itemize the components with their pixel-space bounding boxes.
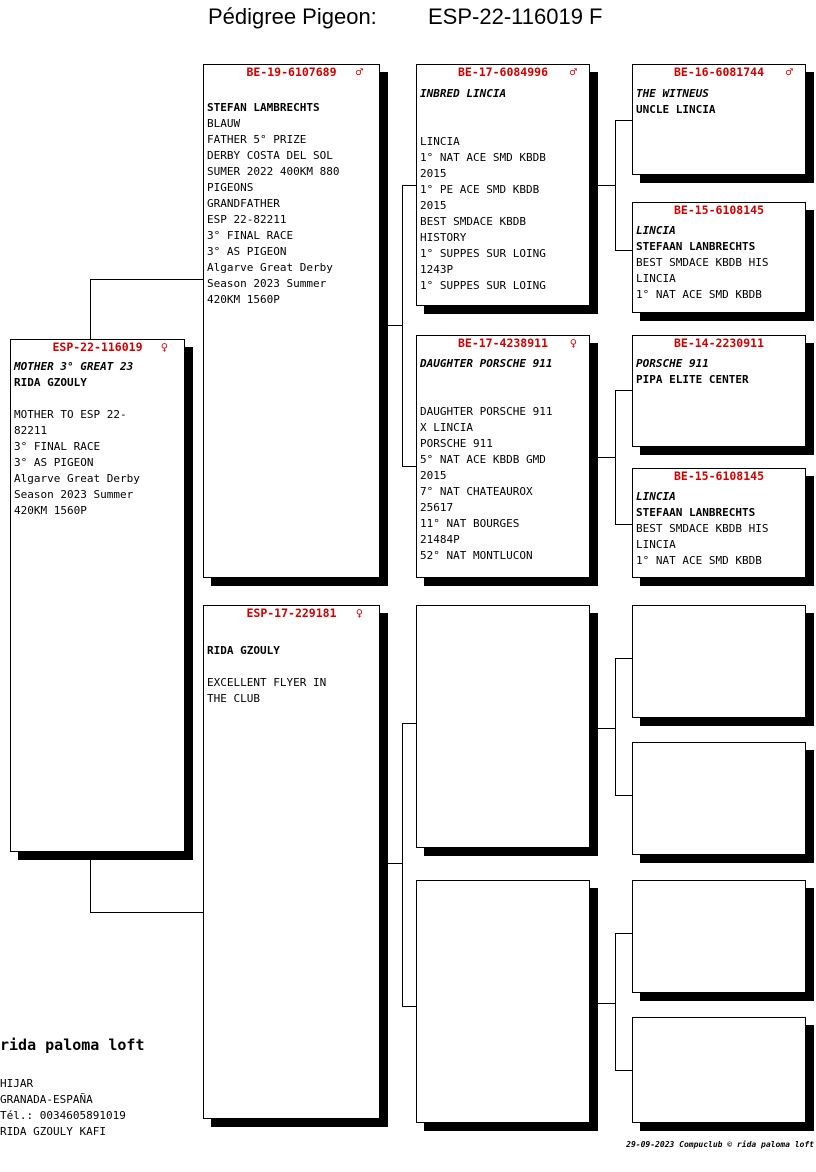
- dam-dam-card[interactable]: [416, 880, 590, 1123]
- subject-ring: ESP-22-116019: [52, 340, 143, 354]
- connector: [615, 933, 616, 1070]
- male-icon: ♂: [785, 65, 793, 79]
- loft-info: [0, 1036, 145, 1140]
- dsd-card[interactable]: [632, 742, 806, 855]
- sds-name: PORSCHE 911: [636, 357, 709, 370]
- connector: [615, 933, 633, 934]
- loft-name: rida paloma loft: [0, 1036, 145, 1054]
- male-icon: ♂: [355, 65, 363, 79]
- connector: [90, 912, 204, 913]
- sds-breeder: PIPA ELITE CENTER: [636, 373, 749, 386]
- dam-sire-card[interactable]: [416, 605, 590, 848]
- subject-notes: MOTHER TO ESP 22- 82211 3° FINAL RACE 3° AS PIGEON Algarve Great Derby Season 2023 Summer 420KM 1560P: [14, 408, 140, 517]
- connector: [90, 852, 91, 912]
- connector: [596, 1003, 615, 1004]
- connector: [615, 120, 633, 121]
- sds-card[interactable]: [632, 335, 806, 447]
- connector: [90, 279, 204, 280]
- sdd-card[interactable]: [632, 468, 806, 578]
- sire-breeder: STEFAN LAMBRECHTS: [207, 101, 320, 114]
- dds-card[interactable]: [632, 880, 806, 993]
- sss-breeder: UNCLE LINCIA: [636, 103, 716, 116]
- sss-ring: BE-16-6081744: [673, 65, 764, 79]
- sdd-name: LINCIA: [636, 490, 676, 503]
- connector: [380, 863, 402, 864]
- ddd-card[interactable]: [632, 1017, 806, 1123]
- connector: [402, 466, 417, 467]
- connector: [615, 390, 616, 524]
- dam-notes: EXCELLENT FLYER IN THE CLUB: [207, 676, 327, 705]
- female-icon: ♀: [355, 606, 363, 620]
- sd-name: DAUGHTER PORSCHE 911: [420, 357, 553, 370]
- ss-notes: LINCIA 1° NAT ACE SMD KBDB 2015 1° PE ACE SMD KBDB 2015 BEST SMDACE KBDB HISTORY 1° SUPPES SUR LOING 1243P 1° SUPPES SUR LOING: [420, 135, 546, 292]
- ssd-breeder: STEFAAN LANBRECHTS: [636, 240, 756, 253]
- connector: [402, 185, 403, 466]
- sd-notes: DAUGHTER PORSCHE 911 X LINCIA PORSCHE 911 5° NAT ACE KBDB GMD 2015 7° NAT CHATEAUROX 25617 11° NAT BOURGES 21484P 52° NAT MONTLUCON: [420, 405, 553, 562]
- female-icon: ♀: [160, 340, 168, 354]
- subject-name: MOTHER 3° GREAT 23: [14, 360, 134, 373]
- connector: [596, 728, 615, 729]
- subject-breeder: RIDA GZOULY: [14, 376, 87, 389]
- sdd-notes: BEST SMDACE KBDB HIS LINCIA 1° NAT ACE SMD KBDB: [636, 522, 769, 567]
- connector: [615, 390, 633, 391]
- dam-ring: ESP-17-229181: [246, 606, 337, 620]
- sdd-breeder: STEFAAN LANBRECHTS: [636, 506, 756, 519]
- dam-card[interactable]: [203, 605, 380, 1119]
- sire-card[interactable]: [203, 64, 380, 578]
- connector: [615, 250, 633, 251]
- connector: [402, 185, 417, 186]
- sire-dam-card[interactable]: [416, 335, 590, 578]
- ssd-notes: BEST SMDACE KBDB HIS LINCIA 1° NAT ACE SMD KBDB: [636, 256, 769, 301]
- connector: [596, 457, 615, 458]
- ssd-card[interactable]: [632, 202, 806, 313]
- sire-notes: BLAUW FATHER 5° PRIZE DERBY COSTA DEL SOL SUMER 2022 400KM 880 PIGEONS GRANDFATHER ESP 22-82211 3° FINAL RACE 3° AS PIGEON Algarve Great Derby Season 2023 Summer 420KM 1560P: [207, 117, 340, 306]
- sire-ring: BE-19-6107689: [246, 65, 337, 79]
- loft-address: HIJAR GRANADA-ESPAÑA Tél.: 0034605891019 RIDA GZOULY KAFI: [0, 1077, 126, 1138]
- male-icon: ♂: [569, 65, 577, 79]
- connector: [615, 1070, 633, 1071]
- sds-ring: BE-14-2230911: [673, 336, 764, 350]
- title-label: Pédigree Pigeon:: [208, 4, 377, 29]
- ssd-ring: BE-15-6108145: [673, 203, 764, 217]
- female-icon: ♀: [569, 336, 577, 350]
- ss-ring: BE-17-6084996: [457, 65, 548, 79]
- connector: [90, 279, 91, 339]
- sire-sire-card[interactable]: [416, 64, 590, 306]
- connector: [380, 325, 402, 326]
- ssd-name: LINCIA: [636, 224, 676, 237]
- subject-card[interactable]: [10, 339, 185, 852]
- dam-breeder: RIDA GZOULY: [207, 644, 280, 657]
- connector: [596, 185, 615, 186]
- connector: [615, 120, 616, 250]
- sd-ring: BE-17-4238911: [457, 336, 548, 350]
- connector: [402, 1006, 417, 1007]
- connector: [615, 524, 633, 525]
- connector: [402, 723, 403, 1006]
- connector: [615, 658, 616, 795]
- dss-card[interactable]: [632, 605, 806, 718]
- footer: 29-09-2023 Compuclub © rida paloma loft: [626, 1140, 814, 1149]
- sss-card[interactable]: [632, 64, 806, 175]
- ss-name: INBRED LINCIA: [420, 87, 507, 100]
- title-ring: ESP-22-116019 F: [428, 4, 603, 29]
- connector: [615, 795, 633, 796]
- sdd-ring: BE-15-6108145: [673, 469, 764, 483]
- sss-name: THE WITNEUS: [636, 87, 709, 100]
- connector: [402, 723, 417, 724]
- connector: [615, 658, 633, 659]
